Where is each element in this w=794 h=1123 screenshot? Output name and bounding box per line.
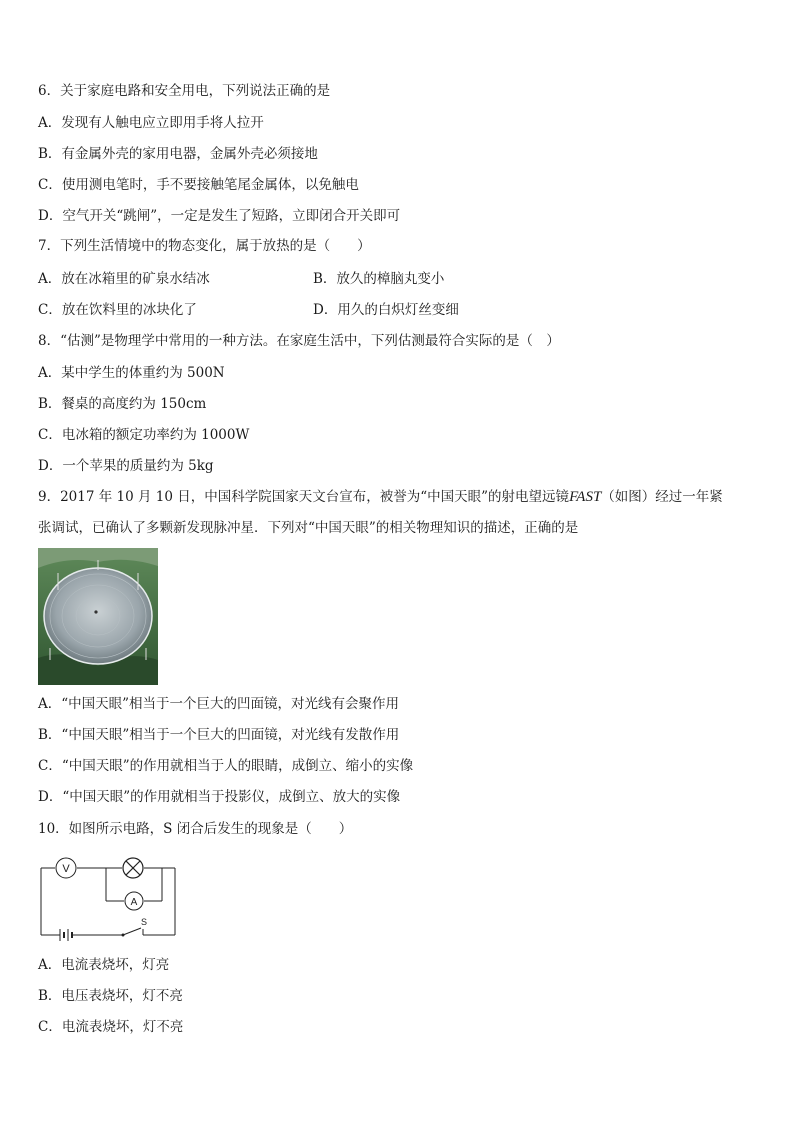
q7-option-b: B．放久的樟脑丸变小 xyxy=(313,271,445,287)
q7-stem: 7．下列生活情境中的物态变化，属于放热的是（ ） xyxy=(38,238,371,254)
switch-contact-icon xyxy=(122,934,125,937)
q8-option-b: B．餐桌的高度约为 150cm xyxy=(38,396,207,412)
voltmeter-icon xyxy=(56,858,76,878)
q6-option-d: D．空气开关“跳闸”，一定是发生了短路，立即闭合开关即可 xyxy=(38,208,401,224)
switch-label: S xyxy=(141,917,148,927)
q6-option-b: B．有金属外壳的家用电器，金属外壳必须接地 xyxy=(38,146,318,162)
fast-telescope-photo xyxy=(38,548,158,685)
q10-option-a: A．电流表烧坏，灯亮 xyxy=(38,957,170,973)
q9-option-a: A．“中国天眼”相当于一个巨大的凹面镜，对光线有会聚作用 xyxy=(38,696,400,712)
circuit-diagram xyxy=(38,851,178,943)
q9-option-c: C．“中国天眼”的作用就相当于人的眼睛，成倒立、缩小的实像 xyxy=(38,758,414,774)
q8-option-d: D．一个苹果的质量约为 5kg xyxy=(38,458,214,474)
q8-stem: 8．“估测”是物理学中常用的一种方法。在家庭生活中，下列估测最符合实际的是（ ） xyxy=(38,333,560,349)
q7-option-c: C．放在饮料里的冰块化了 xyxy=(38,302,197,318)
q6-stem: 6．关于家庭电路和安全用电，下列说法正确的是 xyxy=(38,83,331,99)
q9-stem-part1: 9．2017 年 10 月 10 日，中国科学院国家天文台宣布，被誉为“中国天眼”的射电望远镜 xyxy=(38,489,570,505)
ammeter-icon xyxy=(125,892,143,910)
q10-stem: 10．如图所示电路，S 闭合后发生的现象是（ ） xyxy=(38,821,353,837)
q9-stem-line2: 张调试，已确认了多颗新发现脉冲星．下列对“中国天眼”的相关物理知识的描述，正确的是 xyxy=(38,520,579,536)
q10-option-b: B．电压表烧坏，灯不亮 xyxy=(38,988,183,1004)
battery-icon xyxy=(60,929,72,941)
q9-stem-part2: （如图）经过一年紧 xyxy=(601,489,723,505)
q9-option-d: D．“中国天眼”的作用就相当于投影仪，成倒立、放大的实像 xyxy=(38,789,401,805)
q8-option-a: A．某中学生的体重约为 500N xyxy=(38,365,225,381)
lamp-icon xyxy=(123,858,143,878)
ammeter-label: A xyxy=(130,897,138,908)
q7-option-d: D．用久的白炽灯丝变细 xyxy=(313,302,459,318)
voltmeter-label: V xyxy=(62,863,70,875)
q9-option-b: B．“中国天眼”相当于一个巨大的凹面镜，对光线有发散作用 xyxy=(38,727,400,743)
q6-option-a: A．发现有人触电应立即用手将人拉开 xyxy=(38,115,264,131)
q7-option-a: A．放在冰箱里的矿泉水结冰 xyxy=(38,271,210,287)
fast-label: FAST xyxy=(569,489,602,505)
q8-option-c: C．电冰箱的额定功率约为 1000W xyxy=(38,427,250,443)
q10-option-c: C．电流表烧坏，灯不亮 xyxy=(38,1019,184,1035)
q9-stem-line1 xyxy=(38,488,723,506)
q6-option-c: C．使用测电笔时，手不要接触笔尾金属体，以免触电 xyxy=(38,177,359,193)
